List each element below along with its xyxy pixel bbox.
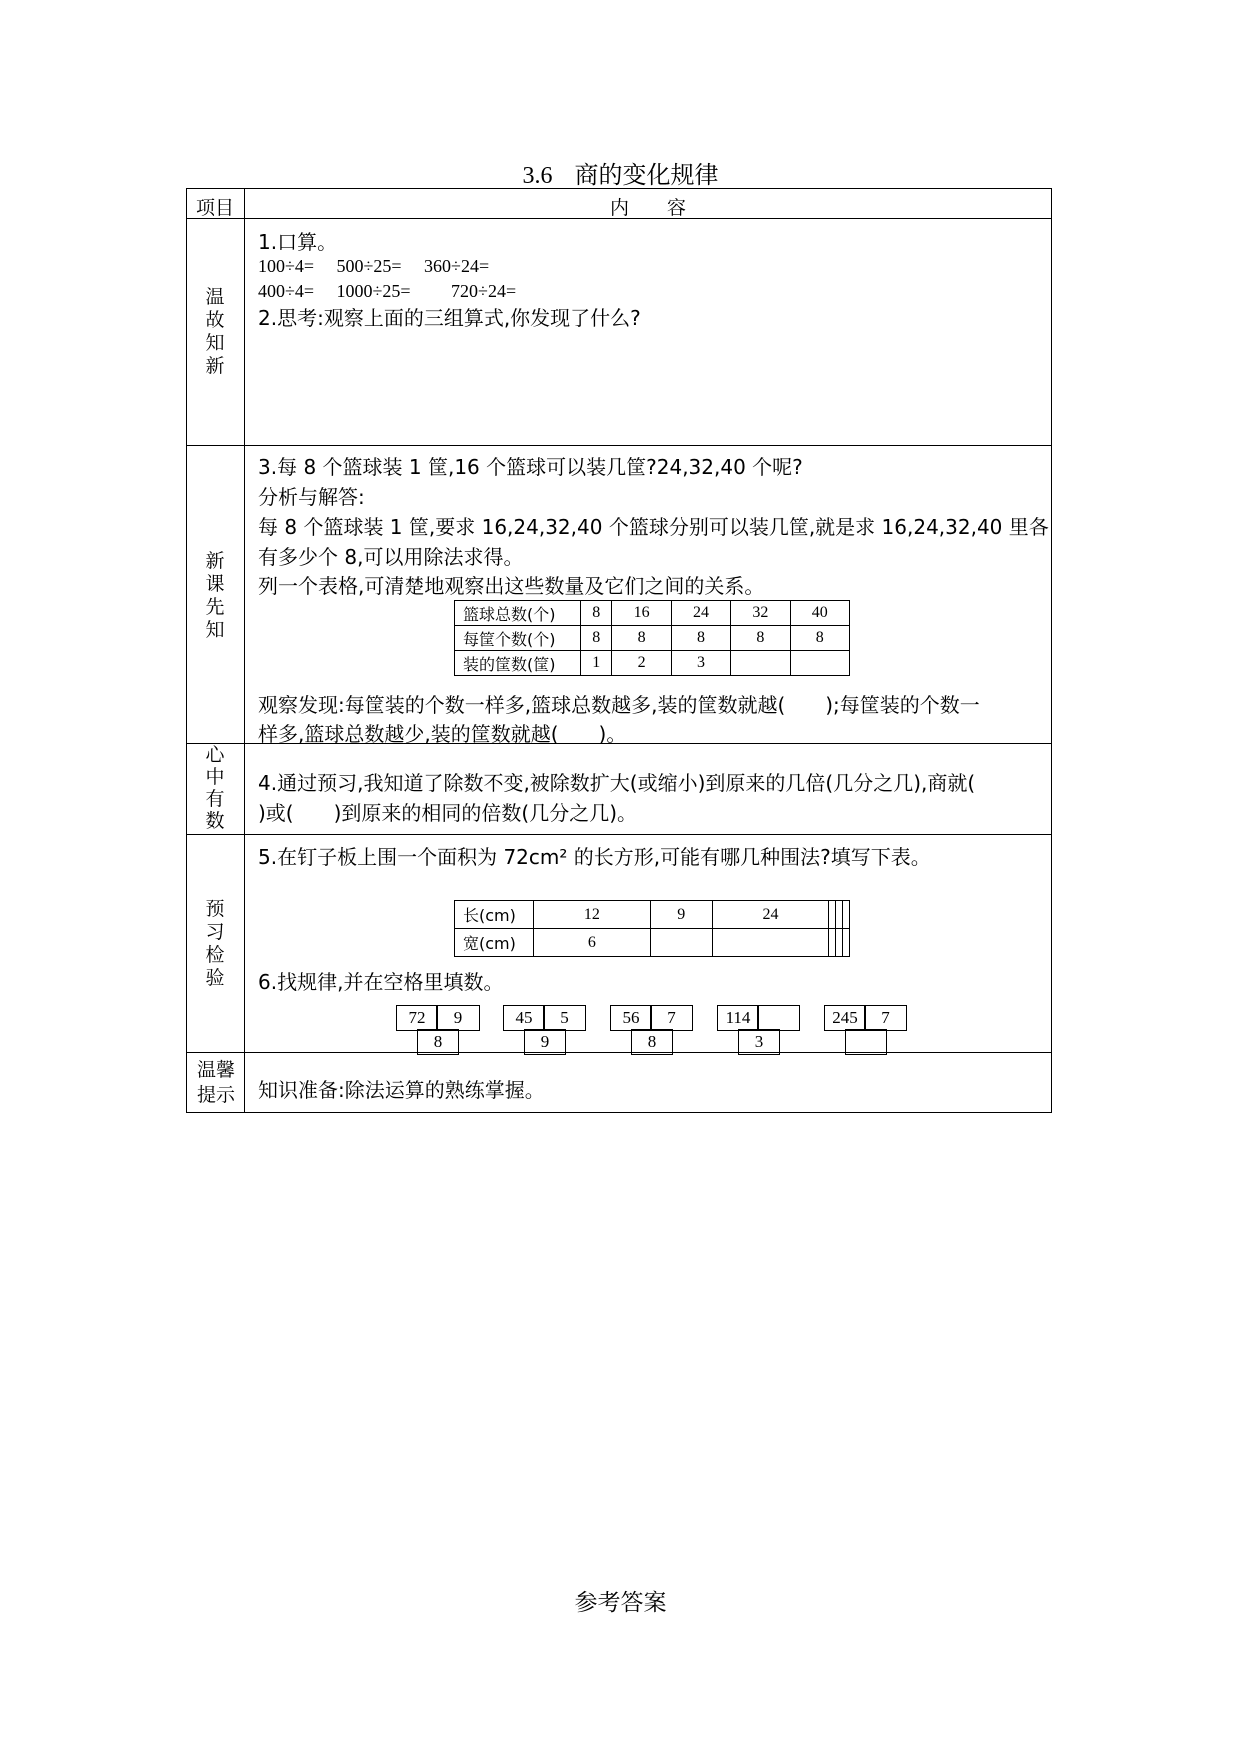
label-tip <box>188 1058 244 1108</box>
table-cell <box>843 901 850 929</box>
table-cell: 16 <box>612 601 671 626</box>
row-label: 装的筐数(筐) <box>455 651 581 676</box>
divisor-box: 7 <box>650 1005 693 1031</box>
table-cell <box>790 651 849 676</box>
summary-line-1: 4.通过预习,我知道了除数不变,被除数扩大(或缩小)到原来的几倍(几分之几),商就( <box>258 771 976 795</box>
table-cell: 2 <box>612 651 671 676</box>
preview-line-6: 观察发现:每筐装的个数一样多,篮球总数越多,装的筐数就越( );每筐装的个数一 <box>258 693 980 717</box>
table-cell: 40 <box>790 601 849 626</box>
check-q6: 6.找规律,并在空格里填数。 <box>258 970 504 994</box>
row-label: 篮球总数(个) <box>455 601 581 626</box>
table-row <box>455 626 850 651</box>
rectangle-table <box>454 900 850 957</box>
table-cell: 8 <box>671 626 730 651</box>
table-cell <box>650 929 712 957</box>
preview-line-1: 3.每 8 个篮球装 1 筐,16 个篮球可以装几筐?24,32,40 个呢? <box>258 455 803 479</box>
table-cell <box>829 929 836 957</box>
label-text: 新课先知 <box>205 550 225 641</box>
header-item: 项目 <box>195 197 234 219</box>
quotient-box: 8 <box>631 1029 673 1055</box>
tip-text: 知识准备:除法运算的熟练掌握。 <box>258 1078 545 1102</box>
table-cell <box>712 929 829 957</box>
preview-line-3: 每 8 个篮球装 1 筐,要求 16,24,32,40 个篮球分别可以装几筐,就是求 16,24,32,40 里各 <box>258 515 1049 539</box>
table-row <box>455 601 850 626</box>
table-cell: 1 <box>581 651 612 676</box>
title-text: 商的变化规律 <box>574 161 719 189</box>
table-cell: 24 <box>712 901 829 929</box>
table-row <box>455 651 850 676</box>
dividend-box: 245 <box>824 1005 866 1031</box>
label-text: 温故知新 <box>205 286 225 377</box>
row-divider <box>186 834 1052 835</box>
table-cell: 24 <box>671 601 730 626</box>
table-row <box>455 901 850 929</box>
table-cell: 8 <box>790 626 849 651</box>
table-cell <box>836 901 843 929</box>
table-cell: 8 <box>612 626 671 651</box>
divisor-box: 5 <box>543 1005 586 1031</box>
page-title <box>0 155 1241 190</box>
table-cell <box>731 651 790 676</box>
table-cell: 6 <box>534 929 651 957</box>
table-cell <box>829 901 836 929</box>
row-divider <box>186 1052 1052 1053</box>
table-cell: 3 <box>671 651 730 676</box>
label-review <box>186 286 244 378</box>
preview-line-2: 分析与解答: <box>258 485 365 509</box>
divisor-box: 9 <box>436 1005 480 1031</box>
dividend-box: 45 <box>503 1005 545 1031</box>
row-divider <box>186 445 1052 446</box>
row-label: 每筐个数(个) <box>455 626 581 651</box>
label-text: 心中有数 <box>205 744 225 832</box>
basket-table <box>454 600 850 676</box>
table-cell: 8 <box>581 601 612 626</box>
label-check <box>186 898 244 990</box>
row-label: 宽(cm) <box>455 929 534 957</box>
row-label: 长(cm) <box>455 901 534 929</box>
label-summary <box>186 744 244 832</box>
table-cell: 8 <box>581 626 612 651</box>
divisor-box <box>757 1005 800 1031</box>
check-q5: 5.在钉子板上围一个面积为 72cm² 的长方形,可能有哪几种围法?填写下表。 <box>258 845 931 869</box>
review-line-2: 100÷4= 500÷25= 360÷24= <box>258 256 490 276</box>
quotient-box: 8 <box>417 1029 459 1055</box>
table-cell: 9 <box>650 901 712 929</box>
header-content: 内 容 <box>609 197 686 219</box>
label-text: 温馨提示 <box>196 1059 235 1106</box>
review-line-3: 400÷4= 1000÷25= 720÷24= <box>258 281 517 301</box>
quotient-box <box>845 1029 887 1055</box>
review-line-4: 2.思考:观察上面的三组算式,你发现了什么? <box>258 306 641 330</box>
table-cell: 8 <box>731 626 790 651</box>
summary-line-2: )或( )到原来的相同的倍数(几分之几)。 <box>258 801 638 825</box>
table-row <box>455 929 850 957</box>
label-preview <box>186 550 244 642</box>
quotient-box: 3 <box>738 1029 780 1055</box>
dividend-box: 114 <box>717 1005 759 1031</box>
table-cell: 32 <box>731 601 790 626</box>
label-text: 预习检验 <box>205 898 225 989</box>
column-divider <box>244 188 245 1113</box>
preview-line-5: 列一个表格,可清楚地观察出这些数量及它们之间的关系。 <box>258 574 765 598</box>
title-number: 3.6 <box>522 163 553 189</box>
table-cell <box>836 929 843 957</box>
divisor-box: 7 <box>864 1005 907 1031</box>
dividend-box: 56 <box>610 1005 652 1031</box>
preview-line-7: 样多,篮球总数越少,装的筐数就越( )。 <box>258 722 627 746</box>
dividend-box: 72 <box>396 1005 438 1031</box>
review-line-1: 1.口算。 <box>258 230 338 254</box>
preview-line-4: 有多少个 8,可以用除法求得。 <box>258 545 524 569</box>
table-cell: 12 <box>534 901 651 929</box>
quotient-box: 9 <box>524 1029 566 1055</box>
table-cell <box>843 929 850 957</box>
answer-key-heading: 参考答案 <box>574 1590 667 1616</box>
